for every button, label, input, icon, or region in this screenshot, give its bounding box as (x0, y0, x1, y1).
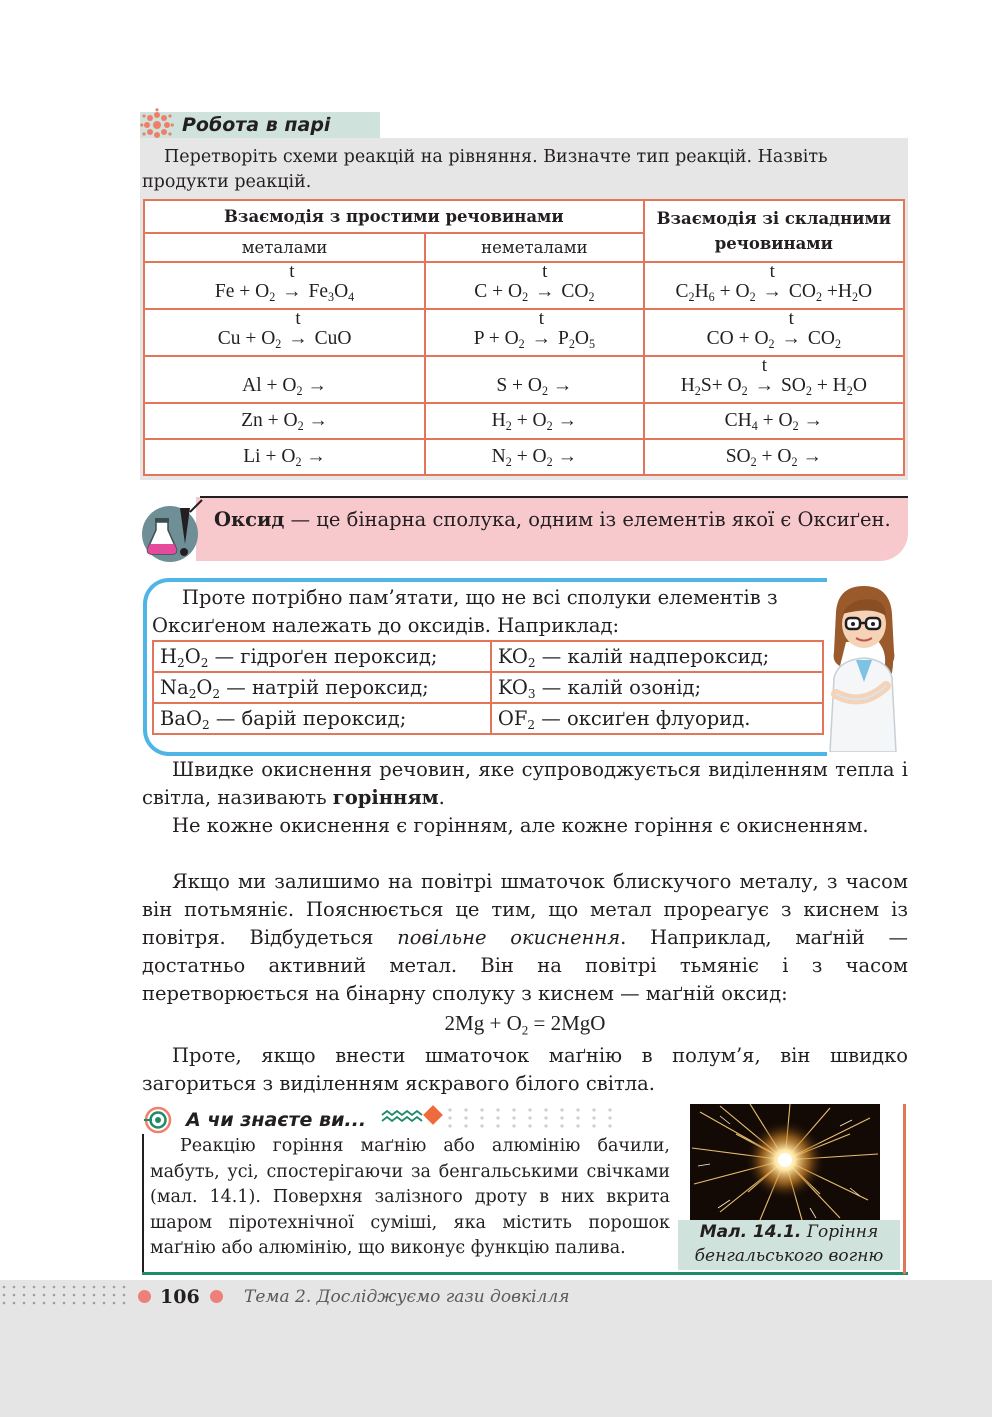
compound-cell: $KO_2$ — калій надпероксид; (491, 641, 823, 672)
page-number: 106 (160, 1286, 200, 1308)
reaction-cell: $CH_4 + O_2$ → (644, 403, 904, 439)
definition-term: Оксид (214, 508, 285, 531)
header-complex-line1: Взаємодія зі складними (656, 209, 892, 228)
heat-arrow: t → (531, 307, 552, 349)
definition-text (214, 506, 898, 534)
header-complex-line2: речовинами (714, 234, 833, 253)
pair-work-title: Робота в парі (182, 114, 331, 136)
pair-work-instruction-cont: продукти реакцій. (142, 172, 312, 192)
reaction-cell: CO + $O_2$ t → $CO_2$ (644, 309, 904, 356)
pair-work-instruction: Перетворіть схеми реакцій на рівняння. Визначте тип реакцій. Назвіть (164, 147, 828, 167)
dots-cluster-icon (140, 108, 174, 142)
did-you-know-border-bottom (142, 1272, 908, 1275)
reaction-cell: $P + O_2$ t → $P_2O_5$ (425, 309, 644, 356)
reaction-cell: $C + O_2$ t → $CO_2$ (425, 262, 644, 309)
paragraph-flame: Проте, якщо внести шматочок маґнію в полум’я, він швидко загориться з виділенням яскравого білого світла. (142, 1044, 908, 1095)
heat-arrow: t → (288, 307, 308, 349)
reaction-cell: $SO_2 + O_2$ → (644, 439, 904, 475)
reaction-cell: $Zn + O_2$ → (144, 403, 425, 439)
subheader-metals: металами (144, 233, 425, 262)
footer-theme: Тема 2. Досліджуємо гази довкілля (244, 1287, 570, 1307)
remember-text: Проте потрібно пам’ятати, що не всі сполуки елементів з Оксиґеном належать до оксидів. Наприклад: (152, 586, 778, 637)
paragraph-combustion: Швидке окиснення речовин, яке супроводжується виділенням тепла і світла, називають горінням. (142, 758, 908, 809)
reactions-table (143, 199, 905, 476)
reaction-cell: $Li + O_2$ → (144, 439, 425, 475)
paragraph-slow-oxidation: Якщо ми залишимо на повітрі шматочок блискучого металу, з часом він потьмяніє. Пояснюється це тим, що метал прореагує з киснем із повітря. Відбудеться повільне окиснення. Наприклад, маґній — достатньо активний метал. Він на повітрі тьмяніє і з часом перетворюється на бінарну сполуку з киснем — маґній оксид: (142, 870, 908, 1005)
equation-magnesium: $2Mg + O_2 = 2MgO$ (444, 1011, 606, 1038)
header-complex-substances (644, 200, 904, 262)
compound-cell: $KO_3$ — калій озонід; (491, 672, 823, 703)
footer-dots-decoration-icon (0, 1282, 128, 1308)
term-combustion: горінням (332, 786, 439, 809)
compound-cell: $OF_2$ — оксиґен флуорид. (491, 703, 823, 734)
caption-text: Горіння бенгальського вогню (694, 1222, 884, 1266)
compound-cell: BaO$_2$ — барій пероксид; (153, 703, 491, 734)
photo-caption (678, 1220, 900, 1270)
wave-diamond-decoration-icon (380, 1102, 630, 1132)
header-simple-substances: Взаємодія з простими речовинами (144, 200, 644, 233)
peroxides-table (152, 640, 824, 735)
compound-cell: $H_2O_2$ — гідроґен пероксид; (153, 641, 491, 672)
did-you-know-border-right (903, 1104, 906, 1274)
reaction-cell: $Cu + O_2$ t → CuO (144, 309, 425, 356)
compound-cell: $Na_2O_2$ — натрій пероксид; (153, 672, 491, 703)
did-you-know-title: А чи знаєте ви... (186, 1109, 367, 1131)
did-you-know-border-left (142, 1134, 144, 1274)
scientist-girl-illustration (822, 582, 902, 752)
definition-top-line (200, 496, 908, 498)
sparkler-image (690, 1104, 880, 1220)
did-you-know-text: Реакцію горіння маґнію або алюмінію бачили, мабуть, усі, спостерігаючи за бенгальськими свічками (мал. 14.1). Поверхня залізного дроту в них вкрита шаром піротехнічної суміші, яка містить порошок маґнію або алюмінію, що виконує функцію палива. (150, 1136, 670, 1258)
page-number-dot-left (138, 1290, 151, 1303)
heat-arrow: t → (535, 260, 555, 302)
subheader-nonmetals: неметалами (425, 233, 644, 262)
reaction-cell: $N_2 + O_2$ → (425, 439, 644, 475)
page-number-dot-right (210, 1290, 223, 1303)
heat-arrow: t → (282, 260, 302, 302)
reaction-cell: $Fe + O_2$ t → $Fe_3O_4$ (144, 262, 425, 309)
caption-label: Мал. 14.1. (699, 1222, 802, 1242)
heat-arrow: t → (754, 354, 775, 396)
reaction-cell: $Al + O_2$ → (144, 356, 425, 403)
definition-body: — це бінарна сполука, одним із елементів якої є Оксиґен. (284, 508, 891, 531)
sparkler-photo (690, 1104, 880, 1220)
term-slow-oxidation: повільне окиснення (397, 926, 621, 949)
heat-arrow: t → (762, 260, 782, 302)
target-icon (142, 1106, 176, 1134)
heat-arrow: t → (781, 307, 801, 349)
flask-exclamation-icon (140, 498, 206, 564)
reaction-cell: $C_2H_6 + O_2$ t → $CO_2 +H_2O$ (644, 262, 904, 309)
paragraph-oxidation: Не кожне окиснення є горінням, але кожне горіння є окисненням. (172, 814, 869, 837)
reaction-cell: $S + O_2$ → (425, 356, 644, 403)
reaction-cell: $H_2S+ O_2$ t → $SO_2 + H_2O$ (644, 356, 904, 403)
reaction-cell: $H_2 + O_2$ → (425, 403, 644, 439)
